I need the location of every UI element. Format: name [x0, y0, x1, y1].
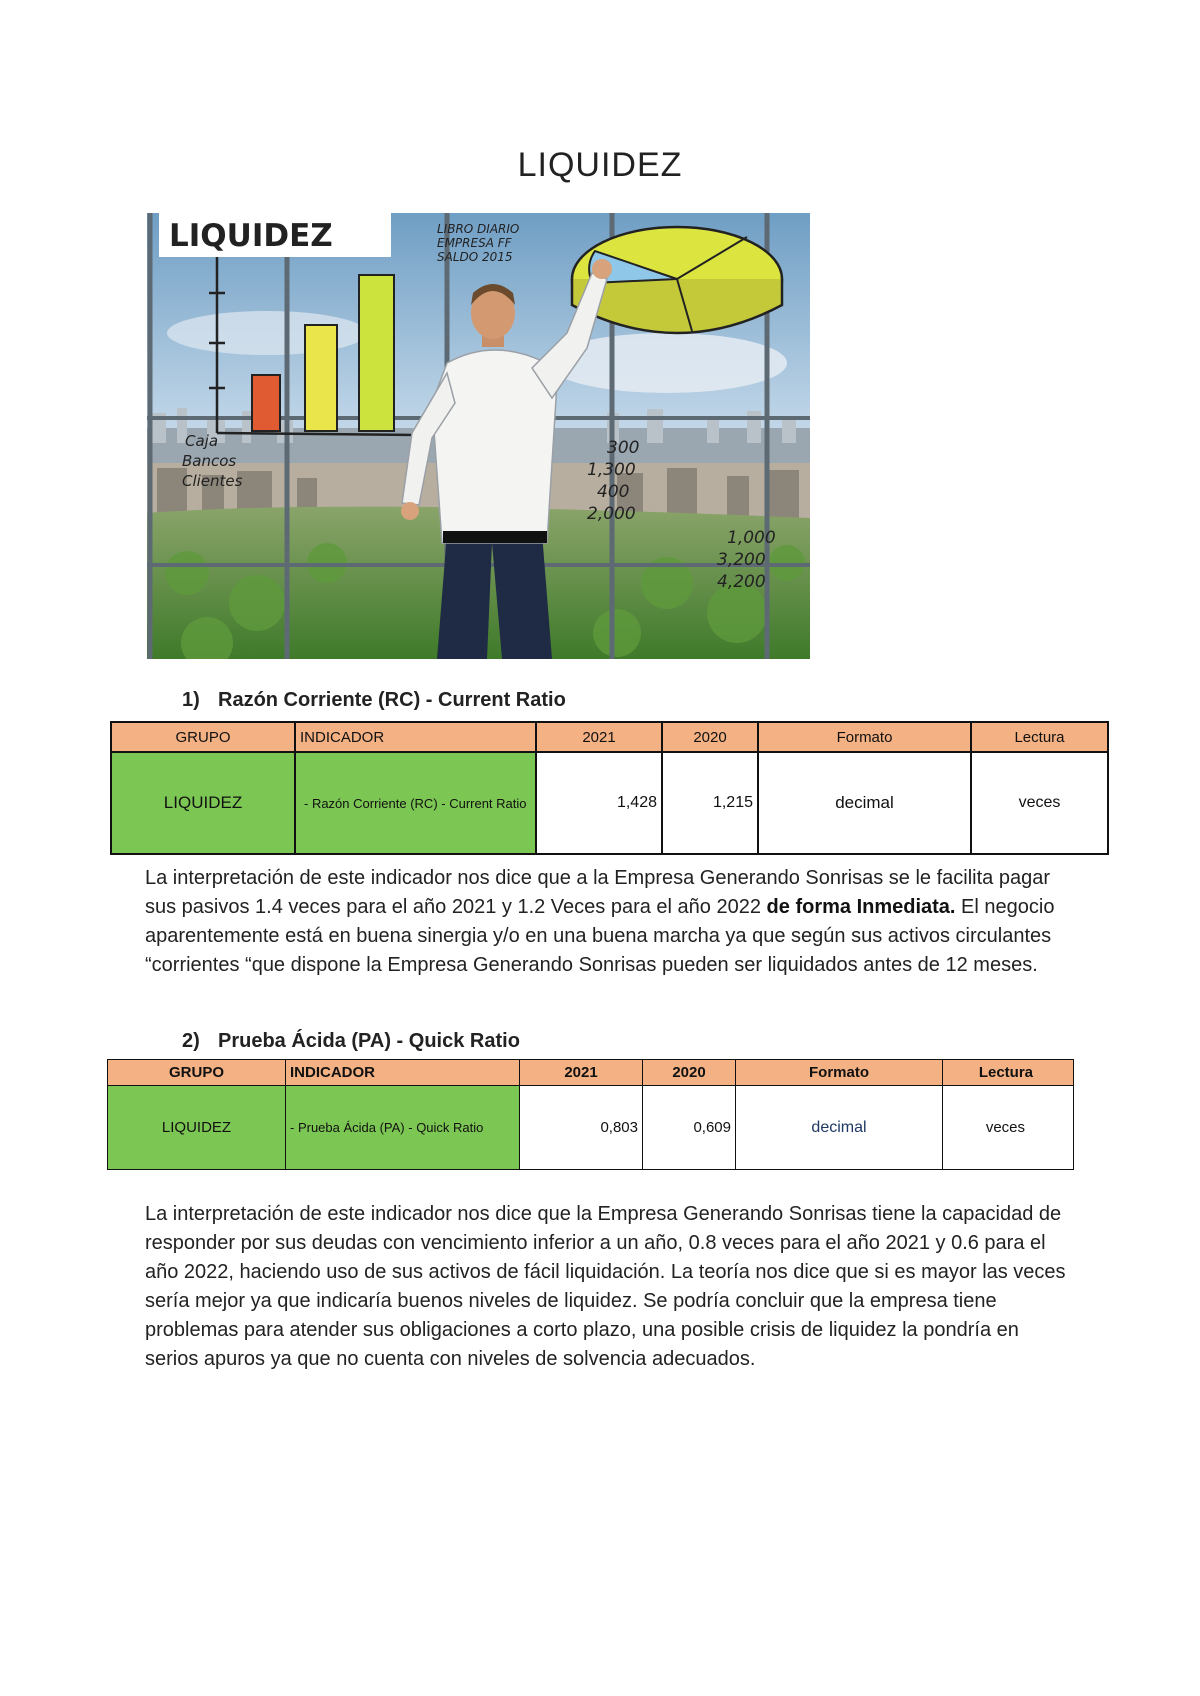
section2-number: 2) [182, 1030, 200, 1052]
quick-ratio-table [107, 1059, 1074, 1170]
paragraph-text: La interpretación de este indicador nos dice que a la Empresa Generando Sonrisas se le facilita pagar sus pasivos 1.4 veces para el año 2021 y 1.2 Veces para el año 2022 [145, 867, 1050, 918]
header-indicador: INDICADOR [295, 722, 536, 752]
cell-indicador: - Razón Corriente (RC) - Current Ratio [295, 752, 536, 854]
handwriting-number: 4,200 [717, 572, 766, 592]
section1-number: 1) [182, 689, 200, 711]
paragraph-text: El negocio aparentemente está en buena sinergia y/o en una buena marcha ya que según sus activos circulantes “corrientes “que dispone la Empresa Generando Sonrisas pueden ser liquidados antes de 12 meses. [145, 896, 1055, 976]
section1-paragraph [145, 864, 1075, 980]
handwriting-label: EMPRESA FF [437, 236, 512, 250]
cell-2021: 1,428 [536, 752, 662, 854]
header-indicador: INDICADOR [286, 1060, 520, 1086]
paragraph-bold: de forma Inmediata. [766, 896, 956, 918]
handwriting-number: 3,200 [717, 550, 766, 570]
handwriting-label: SALDO 2015 [437, 250, 513, 264]
handwriting-label: Bancos [182, 452, 237, 470]
cell-lectura: veces [943, 1086, 1074, 1170]
header-2021: 2021 [536, 722, 662, 752]
page-title: LIQUIDEZ [517, 146, 683, 184]
header-grupo: GRUPO [111, 722, 295, 752]
handwriting-number: 1,000 [727, 528, 776, 548]
cell-grupo: LIQUIDEZ [108, 1086, 286, 1170]
cell-2020: 1,215 [662, 752, 758, 854]
header-2020: 2020 [643, 1060, 736, 1086]
section1-heading [182, 689, 566, 712]
handwriting-label: LIBRO DIARIO [437, 222, 520, 236]
liquidez-illustration [147, 213, 810, 659]
handwriting-number: 1,300 [587, 460, 636, 480]
cell-2021: 0,803 [520, 1086, 643, 1170]
handwriting-label: Clientes [182, 472, 243, 490]
cell-lectura: veces [971, 752, 1108, 854]
header-formato: Formato [736, 1060, 943, 1086]
section2-title: Prueba Ácida (PA) - Quick Ratio [218, 1030, 520, 1052]
header-2020: 2020 [662, 722, 758, 752]
header-formato: Formato [758, 722, 971, 752]
cell-formato: decimal [736, 1086, 943, 1170]
handwriting-number: 300 [607, 438, 640, 458]
cell-formato: decimal [758, 752, 971, 854]
handwriting-number: 400 [597, 482, 630, 502]
header-lectura: Lectura [971, 722, 1108, 752]
section1-title: Razón Corriente (RC) - Current Ratio [218, 689, 566, 711]
cell-indicador: - Prueba Ácida (PA) - Quick Ratio [286, 1086, 520, 1170]
cell-grupo: LIQUIDEZ [111, 752, 295, 854]
section2-paragraph: La interpretación de este indicador nos dice que la Empresa Generando Sonrisas tiene la capacidad de responder por sus deudas con vencimiento inferior a un año, 0.8 veces para el año 2021 y 0.6 para el año 2022, haciendo uso de sus activos de fácil liquidación. La teoría nos dice que si es mayor las veces sería mejor ya que indicaría buenos niveles de liquidez. Se podría concluir que la empresa tiene problemas para atender sus obligaciones a corto plazo, una posible crisis de liquidez la pondría en serios apuros ya que no cuenta con niveles de solvencia adecuados. [145, 1203, 1066, 1370]
handwriting-label: Caja [185, 432, 219, 450]
header-grupo: GRUPO [108, 1060, 286, 1086]
header-2021: 2021 [520, 1060, 643, 1086]
illustration-banner: LIQUIDEZ [169, 218, 333, 254]
section2-heading [182, 1030, 520, 1053]
cell-2020: 0,609 [643, 1086, 736, 1170]
header-lectura: Lectura [943, 1060, 1074, 1086]
handwriting-number: 2,000 [587, 504, 636, 524]
current-ratio-table [110, 721, 1109, 855]
